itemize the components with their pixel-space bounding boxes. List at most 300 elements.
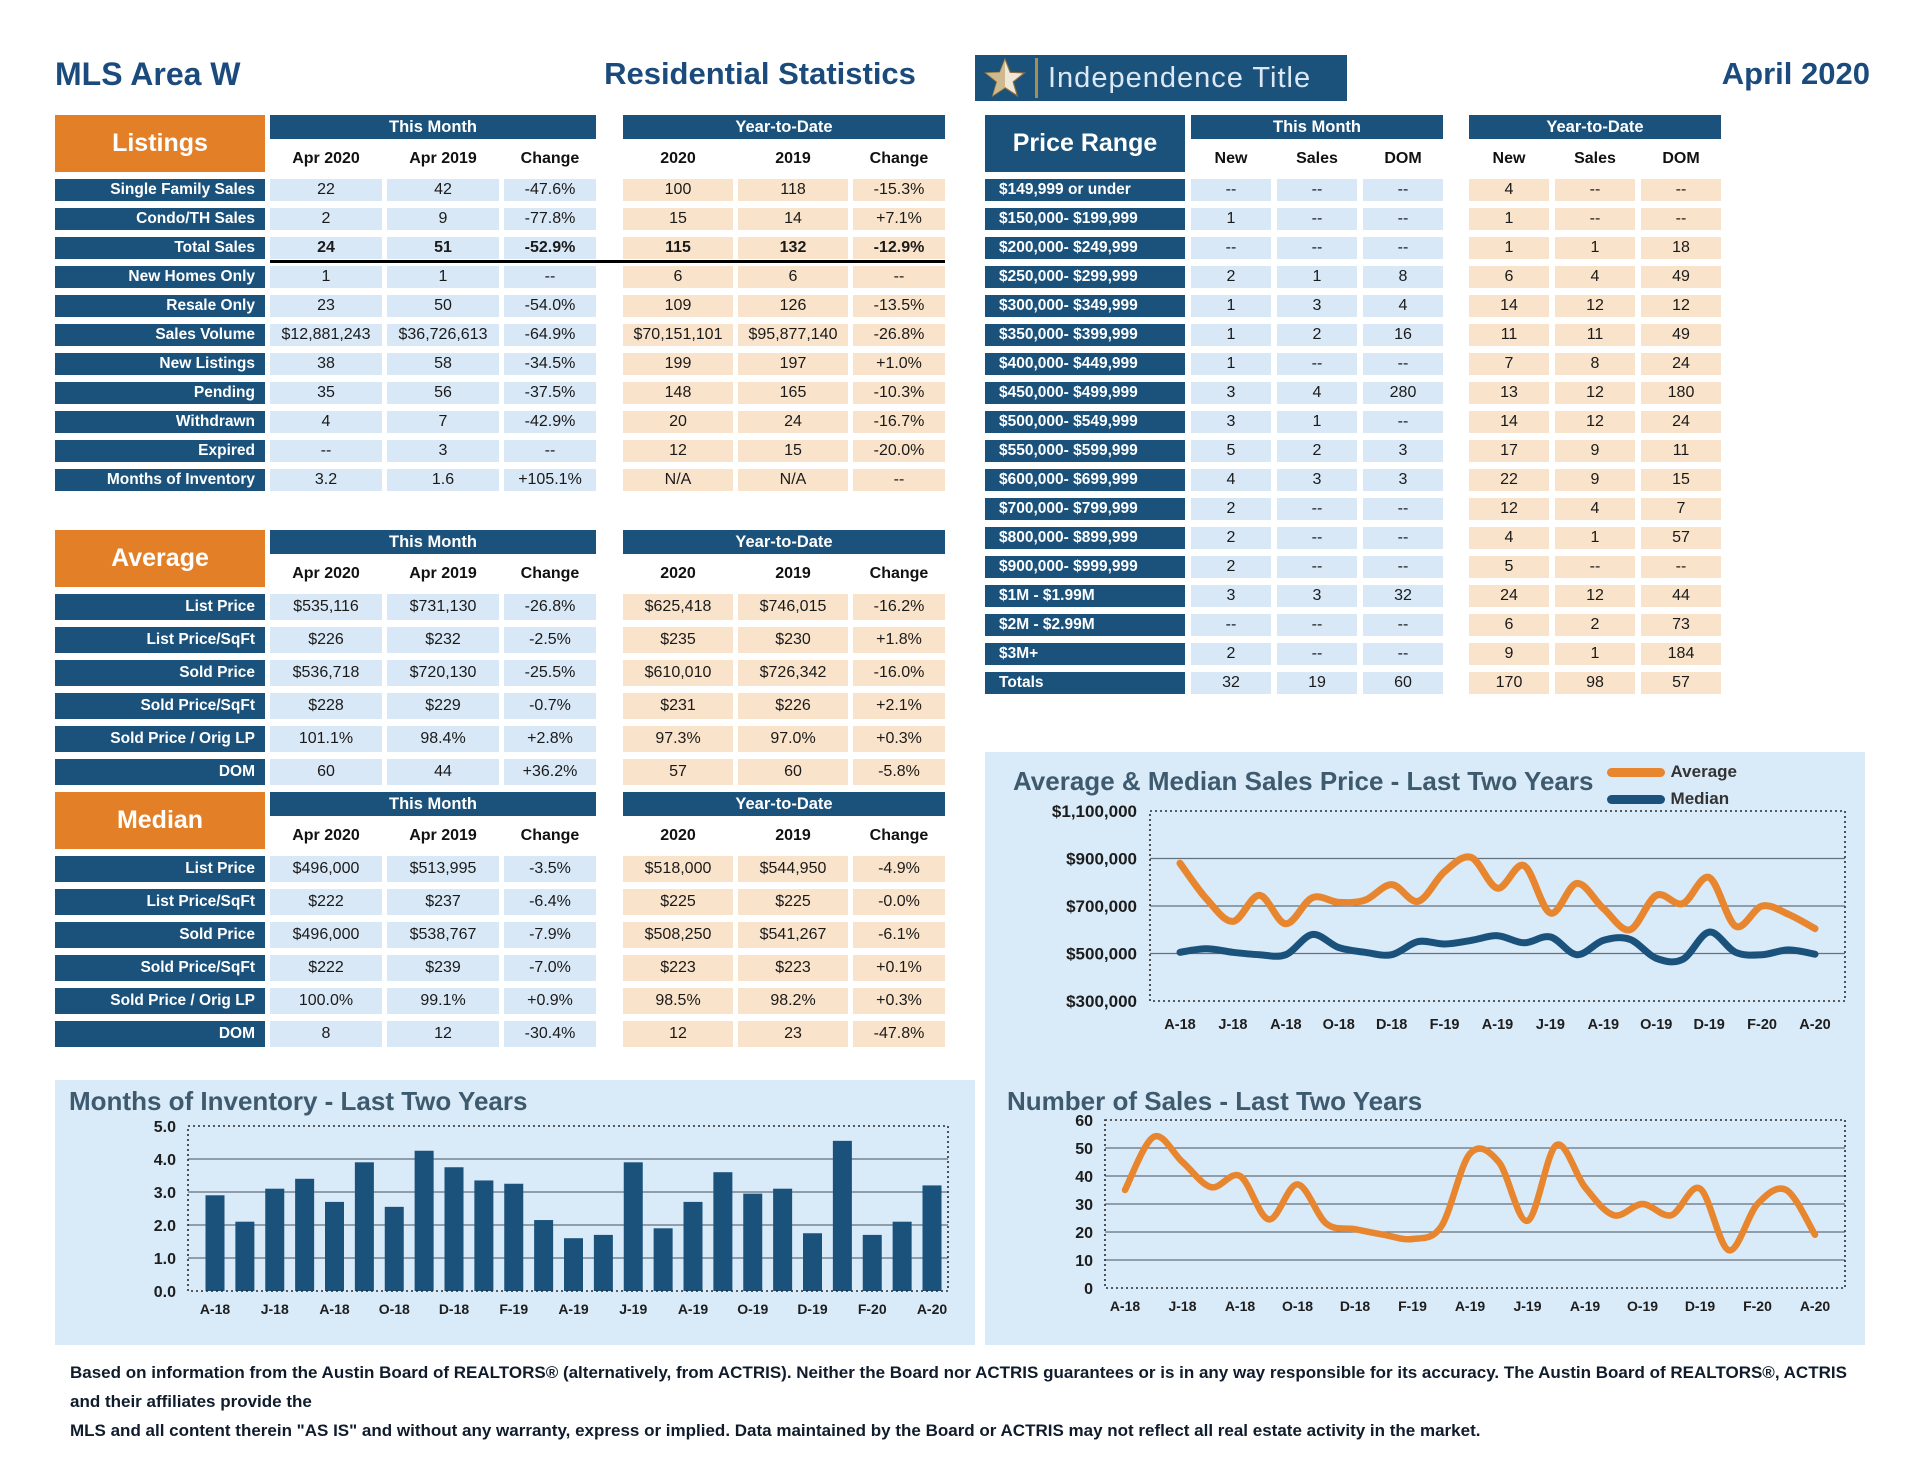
svg-text:$1,100,000: $1,100,000 (1051, 802, 1137, 821)
table-cell: 19 (1277, 672, 1357, 694)
table-cell: 24 (1469, 585, 1549, 607)
table-cell: 8 (1363, 266, 1443, 288)
table-cell: 16 (1363, 324, 1443, 346)
table-cell: 56 (387, 382, 499, 404)
row-label: List Price (55, 856, 265, 882)
table-cell: 184 (1641, 643, 1721, 665)
table-cell: -- (1191, 179, 1271, 201)
table-cell: $496,000 (270, 856, 382, 882)
table-cell: 1.6 (387, 469, 499, 491)
row-label: Pending (55, 382, 265, 404)
table-cell: -77.8% (504, 208, 596, 230)
table-cell: 6 (1469, 614, 1549, 636)
table-cell: -16.7% (853, 411, 945, 433)
column-header: Change (869, 565, 929, 582)
table-cell: -- (1641, 208, 1721, 230)
disclaimer (70, 1358, 1870, 1445)
table-cell: 1 (1469, 208, 1549, 230)
group-header-ytd: Year-to-Date (623, 530, 945, 554)
row-label: $250,000- $299,999 (985, 266, 1185, 288)
table-cell: 58 (387, 353, 499, 375)
table-cell: 24 (1641, 411, 1721, 433)
price-range-table (985, 115, 1721, 694)
table-cell: -- (1555, 179, 1635, 201)
row-label: $400,000- $449,999 (985, 353, 1185, 375)
row-label: $149,999 or under (985, 179, 1185, 201)
table-cell: -- (1277, 643, 1357, 665)
table-cell: 5 (1191, 440, 1271, 462)
table-cell: 1 (1555, 527, 1635, 549)
table-cell: $535,116 (270, 594, 382, 620)
svg-text:A-19: A-19 (558, 1301, 589, 1317)
svg-text:F-19: F-19 (499, 1301, 529, 1317)
svg-text:J-19: J-19 (1513, 1298, 1542, 1314)
table-cell: -- (504, 266, 596, 288)
column-header: New (1492, 150, 1526, 167)
table-cell: $223 (738, 955, 848, 981)
table-cell: +105.1% (504, 469, 596, 491)
table-cell: 170 (1469, 672, 1549, 694)
table-cell: 60 (1363, 672, 1443, 694)
table-cell: $231 (623, 693, 733, 719)
row-label: Months of Inventory (55, 469, 265, 491)
svg-text:A-20: A-20 (916, 1301, 948, 1317)
table-cell: 3 (387, 440, 499, 462)
table-cell: -3.5% (504, 856, 596, 882)
table-cell: 98.5% (623, 988, 733, 1014)
total-sales-divider (270, 260, 945, 263)
table-cell: $518,000 (623, 856, 733, 882)
svg-text:J-19: J-19 (1535, 1017, 1565, 1033)
table-cell: -10.3% (853, 382, 945, 404)
table-cell: $230 (738, 627, 848, 653)
table-cell: 42 (387, 179, 499, 201)
table-cell: -- (1363, 614, 1443, 636)
table-cell: 3 (1191, 382, 1271, 404)
table-cell: 15 (623, 208, 733, 230)
table-cell: 49 (1641, 266, 1721, 288)
legend-label-median: Median (1670, 789, 1730, 808)
table-cell: $508,250 (623, 922, 733, 948)
number-of-sales-chart (985, 1080, 1865, 1345)
table-cell: 7 (387, 411, 499, 433)
table-cell: 1 (387, 266, 499, 288)
table-cell: -2.5% (504, 627, 596, 653)
inventory-chart-panel (55, 1080, 975, 1345)
table-cell: 1 (270, 266, 382, 288)
row-label: $350,000- $399,999 (985, 324, 1185, 346)
table-cell: -26.8% (853, 324, 945, 346)
table-cell: 180 (1641, 382, 1721, 404)
table-cell: $70,151,101 (623, 324, 733, 346)
table-cell: -- (1555, 208, 1635, 230)
row-label: $3M+ (985, 643, 1185, 665)
svg-text:J-19: J-19 (619, 1301, 648, 1317)
table-cell: -6.4% (504, 889, 596, 915)
table-cell: -- (853, 469, 945, 491)
table-cell: -7.0% (504, 955, 596, 981)
row-label: $200,000- $249,999 (985, 237, 1185, 259)
table-cell: 2 (1555, 614, 1635, 636)
table-cell: 100 (623, 179, 733, 201)
table-cell: -25.5% (504, 660, 596, 686)
column-header: Change (520, 827, 580, 844)
svg-text:D-19: D-19 (1693, 1017, 1725, 1033)
svg-text:J-18: J-18 (260, 1301, 289, 1317)
group-header-this-month: This Month (270, 792, 596, 816)
table-cell: 2 (1277, 440, 1357, 462)
column-header: Change (869, 827, 929, 844)
table-cell: -0.7% (504, 693, 596, 719)
table-cell: 12 (1555, 382, 1635, 404)
table-cell: -- (1363, 498, 1443, 520)
table-cell: 98.2% (738, 988, 848, 1014)
table-cell: 2 (270, 208, 382, 230)
column-header: 2019 (775, 565, 811, 582)
avg-median-price-chart (985, 752, 1865, 1085)
svg-text:A-20: A-20 (1799, 1017, 1831, 1033)
table-cell: 12 (623, 1021, 733, 1047)
table-cell: 35 (270, 382, 382, 404)
svg-text:D-19: D-19 (797, 1301, 828, 1317)
table-cell: 3 (1277, 469, 1357, 491)
svg-text:D-19: D-19 (1684, 1298, 1716, 1314)
table-cell: +0.3% (853, 988, 945, 1014)
row-label: Total Sales (55, 237, 265, 259)
svg-text:D-18: D-18 (1339, 1298, 1371, 1314)
svg-text:A-18: A-18 (199, 1301, 231, 1317)
table-cell: 24 (738, 411, 848, 433)
group-header-this-month: This Month (1191, 115, 1443, 139)
table-cell: $222 (270, 889, 382, 915)
row-label: $1M - $1.99M (985, 585, 1185, 607)
table-cell: 3.2 (270, 469, 382, 491)
table-cell: -37.5% (504, 382, 596, 404)
table-cell: $12,881,243 (270, 324, 382, 346)
svg-text:A-19: A-19 (1454, 1298, 1486, 1314)
group-header-ytd: Year-to-Date (1469, 115, 1721, 139)
table-cell: 15 (738, 440, 848, 462)
inventory-bar-chart (55, 1080, 975, 1345)
table-cell: 18 (1641, 237, 1721, 259)
svg-text:O-18: O-18 (1322, 1017, 1355, 1033)
table-cell: -- (1277, 527, 1357, 549)
column-header: Apr 2020 (292, 827, 360, 844)
column-header: Change (520, 565, 580, 582)
table-cell: -- (1363, 179, 1443, 201)
table-cell: -- (1555, 556, 1635, 578)
svg-text:O-19: O-19 (1626, 1298, 1659, 1314)
table-cell: 5 (1469, 556, 1549, 578)
table-cell: 6 (623, 266, 733, 288)
column-header: Sales (1296, 150, 1338, 167)
table-cell: $225 (623, 889, 733, 915)
table-cell: 9 (1555, 440, 1635, 462)
table-cell: 118 (738, 179, 848, 201)
table-cell: 17 (1469, 440, 1549, 462)
table-cell: $496,000 (270, 922, 382, 948)
table-cell: 9 (1469, 643, 1549, 665)
table-cell: -- (1277, 237, 1357, 259)
svg-text:F-19: F-19 (1429, 1017, 1460, 1033)
table-cell: $731,130 (387, 594, 499, 620)
table-cell: -16.2% (853, 594, 945, 620)
table-cell: +2.8% (504, 726, 596, 752)
row-label: $150,000- $199,999 (985, 208, 1185, 230)
table-cell: 11 (1555, 324, 1635, 346)
row-label: $450,000- $499,999 (985, 382, 1185, 404)
row-label: Expired (55, 440, 265, 462)
avg-median-price-chart-panel (985, 752, 1865, 1085)
table-cell: $538,767 (387, 922, 499, 948)
svg-text:J-18: J-18 (1218, 1017, 1248, 1033)
table-cell: $726,342 (738, 660, 848, 686)
table-cell: 165 (738, 382, 848, 404)
table-cell: $226 (738, 693, 848, 719)
column-header: 2020 (660, 565, 696, 582)
table-cell: 57 (1641, 672, 1721, 694)
logo-text: Independence Title (1048, 61, 1312, 94)
row-label: $800,000- $899,999 (985, 527, 1185, 549)
table-cell: 9 (1555, 469, 1635, 491)
table-cell: $746,015 (738, 594, 848, 620)
table-cell: $720,130 (387, 660, 499, 686)
table-cell: 2 (1191, 498, 1271, 520)
svg-text:F-20: F-20 (1747, 1017, 1777, 1033)
table-cell: 101.1% (270, 726, 382, 752)
column-header: DOM (1662, 150, 1700, 167)
table-cell: -- (1363, 643, 1443, 665)
table-cell: -54.0% (504, 295, 596, 317)
svg-text:F-20: F-20 (857, 1301, 887, 1317)
column-header: Apr 2019 (409, 827, 477, 844)
row-label: Resale Only (55, 295, 265, 317)
table-cell: 1 (1191, 324, 1271, 346)
table-cell: -- (504, 440, 596, 462)
table-cell: -- (1277, 208, 1357, 230)
svg-text:A-18: A-18 (1224, 1298, 1256, 1314)
table-cell: -- (1363, 353, 1443, 375)
column-header: Change (520, 150, 580, 167)
table-cell: 8 (270, 1021, 382, 1047)
row-label: Sold Price (55, 922, 265, 948)
table-cell: 100.0% (270, 988, 382, 1014)
table-cell: 60 (738, 759, 848, 785)
row-label: Sold Price/SqFt (55, 693, 265, 719)
table-cell: 115 (623, 237, 733, 259)
table-cell: 109 (623, 295, 733, 317)
table-cell: 98 (1555, 672, 1635, 694)
column-header: Apr 2019 (409, 565, 477, 582)
table-cell: $544,950 (738, 856, 848, 882)
table-cell: 22 (270, 179, 382, 201)
table-cell: +0.1% (853, 955, 945, 981)
table-cell: -- (1641, 556, 1721, 578)
average-table (55, 530, 945, 785)
table-cell: 199 (623, 353, 733, 375)
table-cell: -- (1191, 614, 1271, 636)
table-cell: 23 (738, 1021, 848, 1047)
svg-text:F-19: F-19 (1398, 1298, 1427, 1314)
column-header: Change (869, 150, 929, 167)
table-cell: -- (1363, 411, 1443, 433)
row-label: Totals (985, 672, 1185, 694)
svg-text:50: 50 (1075, 1141, 1093, 1158)
table-title: Average (55, 530, 265, 587)
svg-text:F-20: F-20 (1743, 1298, 1772, 1314)
table-cell: 12 (387, 1021, 499, 1047)
table-cell: -- (1277, 353, 1357, 375)
table-cell: 97.0% (738, 726, 848, 752)
table-title: Price Range (985, 115, 1185, 172)
svg-text:$700,000: $700,000 (1066, 897, 1137, 916)
table-cell: 1 (1555, 643, 1635, 665)
table-cell: $228 (270, 693, 382, 719)
table-cell: -- (1277, 498, 1357, 520)
table-cell: -64.9% (504, 324, 596, 346)
table-cell: 13 (1469, 382, 1549, 404)
table-cell: 197 (738, 353, 848, 375)
table-cell: 7 (1469, 353, 1549, 375)
table-cell: 4 (1469, 527, 1549, 549)
table-cell: -26.8% (504, 594, 596, 620)
table-cell: $239 (387, 955, 499, 981)
report-date: April 2020 (1721, 56, 1870, 91)
svg-text:J-18: J-18 (1168, 1298, 1197, 1314)
table-cell: 3 (1277, 295, 1357, 317)
table-cell: -- (853, 266, 945, 288)
table-cell: 4 (1277, 382, 1357, 404)
table-cell: +1.0% (853, 353, 945, 375)
svg-text:60: 60 (1075, 1113, 1093, 1130)
table-cell: 4 (1191, 469, 1271, 491)
table-cell: -- (1277, 556, 1357, 578)
table-cell: 4 (1363, 295, 1443, 317)
table-cell: 3 (1191, 411, 1271, 433)
svg-text:0.0: 0.0 (153, 1284, 176, 1301)
row-label: Withdrawn (55, 411, 265, 433)
page-title-area: MLS Area W (55, 56, 241, 92)
disclaimer-line-1: Based on information from the Austin Board of REALTORS® (alternatively, from ACTRIS). Neither the Board nor ACTRIS guarantees or is in any way responsible for its accuracy. The Austin Board of REALTORS®, ACTRIS and their affiliates provide the (70, 1363, 1847, 1411)
svg-text:3.0: 3.0 (153, 1185, 176, 1202)
table-cell: -- (270, 440, 382, 462)
svg-text:4.0: 4.0 (153, 1152, 176, 1169)
table-cell: 49 (1641, 324, 1721, 346)
table-cell: 1 (1191, 208, 1271, 230)
svg-text:0: 0 (1084, 1281, 1093, 1298)
table-cell: 14 (1469, 295, 1549, 317)
table-cell: +36.2% (504, 759, 596, 785)
row-label: List Price/SqFt (55, 889, 265, 915)
table-cell: $95,877,140 (738, 324, 848, 346)
row-label: List Price (55, 594, 265, 620)
table-cell: -15.3% (853, 179, 945, 201)
row-label: List Price/SqFt (55, 627, 265, 653)
table-cell: $223 (623, 955, 733, 981)
column-header: Sales (1574, 150, 1616, 167)
table-cell: $225 (738, 889, 848, 915)
table-cell: -7.9% (504, 922, 596, 948)
group-header-ytd: Year-to-Date (623, 115, 945, 139)
row-label: $550,000- $599,999 (985, 440, 1185, 462)
svg-text:O-18: O-18 (1281, 1298, 1314, 1314)
column-header: 2020 (660, 150, 696, 167)
row-label: DOM (55, 759, 265, 785)
table-cell: -- (1363, 237, 1443, 259)
table-cell: 32 (1191, 672, 1271, 694)
table-cell: -52.9% (504, 237, 596, 259)
table-cell: 4 (1555, 266, 1635, 288)
row-label: $2M - $2.99M (985, 614, 1185, 636)
table-cell: 12 (1469, 498, 1549, 520)
table-cell: 24 (1641, 353, 1721, 375)
legend-label-average: Average (1670, 762, 1737, 781)
svg-text:$900,000: $900,000 (1066, 849, 1137, 869)
table-cell: 4 (270, 411, 382, 433)
row-label: $600,000- $699,999 (985, 469, 1185, 491)
table-cell: 51 (387, 237, 499, 259)
table-cell: -- (1363, 208, 1443, 230)
table-cell: 1 (1277, 411, 1357, 433)
svg-text:30: 30 (1075, 1197, 1093, 1214)
svg-text:A-18: A-18 (1164, 1017, 1196, 1033)
table-cell: -20.0% (853, 440, 945, 462)
column-header: 2019 (775, 827, 811, 844)
svg-text:A-20: A-20 (1799, 1298, 1831, 1314)
table-cell: -16.0% (853, 660, 945, 686)
table-cell: 44 (1641, 585, 1721, 607)
group-header-this-month: This Month (270, 115, 596, 139)
column-header: Apr 2020 (292, 565, 360, 582)
table-cell: 2 (1191, 266, 1271, 288)
table-cell: -- (1191, 237, 1271, 259)
table-cell: $229 (387, 693, 499, 719)
listings-table (55, 115, 945, 491)
svg-text:A-19: A-19 (677, 1301, 709, 1317)
row-label: DOM (55, 1021, 265, 1047)
column-header: 2019 (775, 150, 811, 167)
table-cell: 3 (1363, 469, 1443, 491)
chart-title-price: Average & Median Sales Price - Last Two Years (1013, 766, 1594, 796)
chart-title-inventory: Months of Inventory - Last Two Years (69, 1086, 528, 1116)
table-cell: +7.1% (853, 208, 945, 230)
table-cell: 7 (1641, 498, 1721, 520)
column-header: New (1214, 150, 1248, 167)
table-cell: +0.3% (853, 726, 945, 752)
svg-text:1.0: 1.0 (153, 1251, 176, 1268)
table-cell: N/A (738, 469, 848, 491)
table-cell: 1 (1191, 353, 1271, 375)
table-cell: 44 (387, 759, 499, 785)
table-cell: 12 (1555, 585, 1635, 607)
table-cell: $235 (623, 627, 733, 653)
table-cell: 12 (1555, 411, 1635, 433)
table-cell: 60 (270, 759, 382, 785)
svg-text:40: 40 (1075, 1169, 1093, 1186)
table-cell: 2 (1191, 527, 1271, 549)
logo-divider (1035, 58, 1038, 98)
table-cell: -47.8% (853, 1021, 945, 1047)
table-cell: $226 (270, 627, 382, 653)
table-cell: 132 (738, 237, 848, 259)
chart-title-sales: Number of Sales - Last Two Years (1007, 1086, 1423, 1116)
table-cell: 57 (1641, 527, 1721, 549)
table-cell: 57 (623, 759, 733, 785)
group-header-this-month: This Month (270, 530, 596, 554)
svg-text:$300,000: $300,000 (1066, 992, 1137, 1011)
svg-text:A-19: A-19 (1569, 1298, 1601, 1314)
table-cell: $222 (270, 955, 382, 981)
